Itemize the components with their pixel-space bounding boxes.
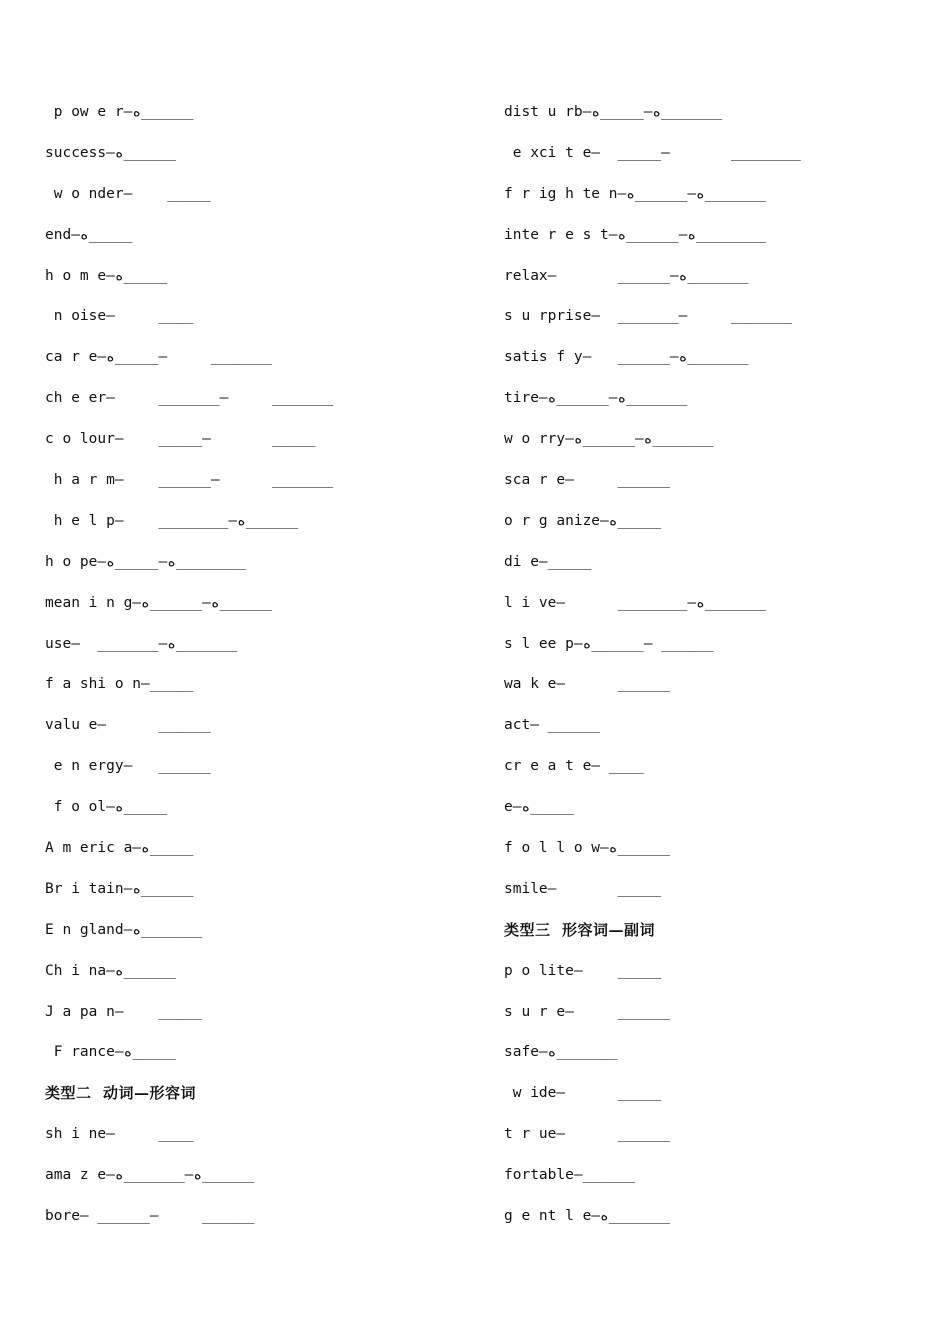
section-heading: 类型三 形容词—副词: [504, 920, 655, 939]
word-exercise-line: use— _______—ﻩ_______: [45, 635, 238, 652]
word-exercise-line: tire—ﻩ—______ﻩ_______: [504, 390, 688, 407]
word-exercise-line: f o ol—ﻩ_____: [45, 799, 168, 816]
word-exercise-line: J a pa n— _____: [45, 1003, 203, 1020]
word-exercise-line: h e l p— ________—ﻩ______: [45, 512, 299, 529]
word-exercise-line: h o pe—ﻩ—_____ﻩ________: [45, 553, 246, 570]
word-exercise-line: E n gland—ﻩ_______: [45, 921, 203, 938]
word-exercise-line: e—ﻩ_____: [504, 799, 574, 816]
word-exercise-line: p ow e r—ﻩ______: [45, 104, 194, 120]
word-exercise-line: ch e er— _______— _______: [45, 390, 334, 407]
word-exercise-line: F rance—ﻩ_____: [45, 1044, 176, 1061]
word-exercise-line: wa k e— ______: [504, 676, 670, 693]
word-exercise-line: e n ergy— ______: [45, 758, 211, 775]
word-exercise-line: g e nt l e—ﻩ_______: [504, 1208, 670, 1225]
word-exercise-line: s u rprise— _______— _______: [504, 308, 793, 325]
word-exercise-line: ama z e—ﻩ—_______ﻩ______: [45, 1167, 255, 1184]
word-exercise-line: o r g anize—ﻩ_____: [504, 512, 662, 529]
word-exercise-line: ca r e—ﻩ_____— _______: [45, 349, 272, 366]
word-exercise-line: f a shi o n—_____: [45, 676, 194, 693]
word-exercise-line: t r ue— ______: [504, 1126, 670, 1143]
word-exercise-line: h a r m— ______— _______: [45, 472, 334, 489]
word-exercise-line: h o m e—ﻩ_____: [45, 267, 168, 284]
word-exercise-line: inte r e s t—ﻩ—______ﻩ________: [504, 226, 766, 243]
word-exercise-line: smile— _____: [504, 880, 662, 897]
word-exercise-line: fortable—______: [504, 1167, 635, 1184]
word-exercise-line: l i ve— ________—ﻩ_______: [504, 594, 766, 611]
section-heading: 类型二 动词—形容词: [45, 1084, 196, 1103]
word-exercise-line: w ide— _____: [504, 1085, 662, 1102]
word-exercise-line: p o lite— _____: [504, 962, 662, 979]
word-exercise-line: act— ______: [504, 717, 601, 734]
word-exercise-line: f r ig h te n—ﻩ—______ﻩ_______: [504, 185, 766, 202]
word-exercise-line: e xci t e— _____— ________: [504, 144, 801, 161]
word-exercise-line: f o l l o w—ﻩ______: [504, 840, 670, 857]
word-exercise-line: A m eric a—ﻩ_____: [45, 840, 194, 857]
word-exercise-line: sca r e— ______: [504, 472, 670, 489]
word-exercise-line: w o rry—ﻩ—______ﻩ_______: [504, 431, 714, 448]
word-exercise-line: end—ﻩ_____: [45, 226, 133, 243]
word-exercise-line: di e—_____: [504, 553, 592, 570]
word-exercise-line: satis f y— ______—ﻩ_______: [504, 349, 749, 366]
word-exercise-line: relax— ______—ﻩ_______: [504, 267, 749, 284]
word-exercise-line: cr e a t e— ____: [504, 758, 644, 775]
word-exercise-line: s u r e— ______: [504, 1003, 670, 1020]
word-exercise-line: c o lour— _____— _____: [45, 431, 316, 448]
word-exercise-line: safe—ﻩ_______: [504, 1044, 618, 1061]
word-exercise-line: Ch i na—ﻩ______: [45, 962, 176, 979]
word-exercise-line: s l ee p—ﻩ______— ______: [504, 635, 714, 652]
right-column: [504, 97, 924, 1242]
word-exercise-line: sh i ne— ____: [45, 1126, 194, 1143]
word-exercise-line: mean i n g—ﻩ—______ﻩ______: [45, 594, 272, 611]
word-exercise-line: success—ﻩ______: [45, 144, 176, 161]
word-exercise-line: Br i tain—ﻩ______: [45, 880, 194, 897]
word-exercise-line: dist u rb—ﻩ—_____ﻩ_______: [504, 104, 723, 120]
word-exercise-line: w o nder— _____: [45, 185, 211, 202]
word-exercise-line: valu e— ______: [45, 717, 211, 734]
word-exercise-line: n oise— ____: [45, 308, 194, 325]
word-exercise-line: bore— ______— ______: [45, 1208, 255, 1225]
left-column: [45, 97, 465, 1242]
